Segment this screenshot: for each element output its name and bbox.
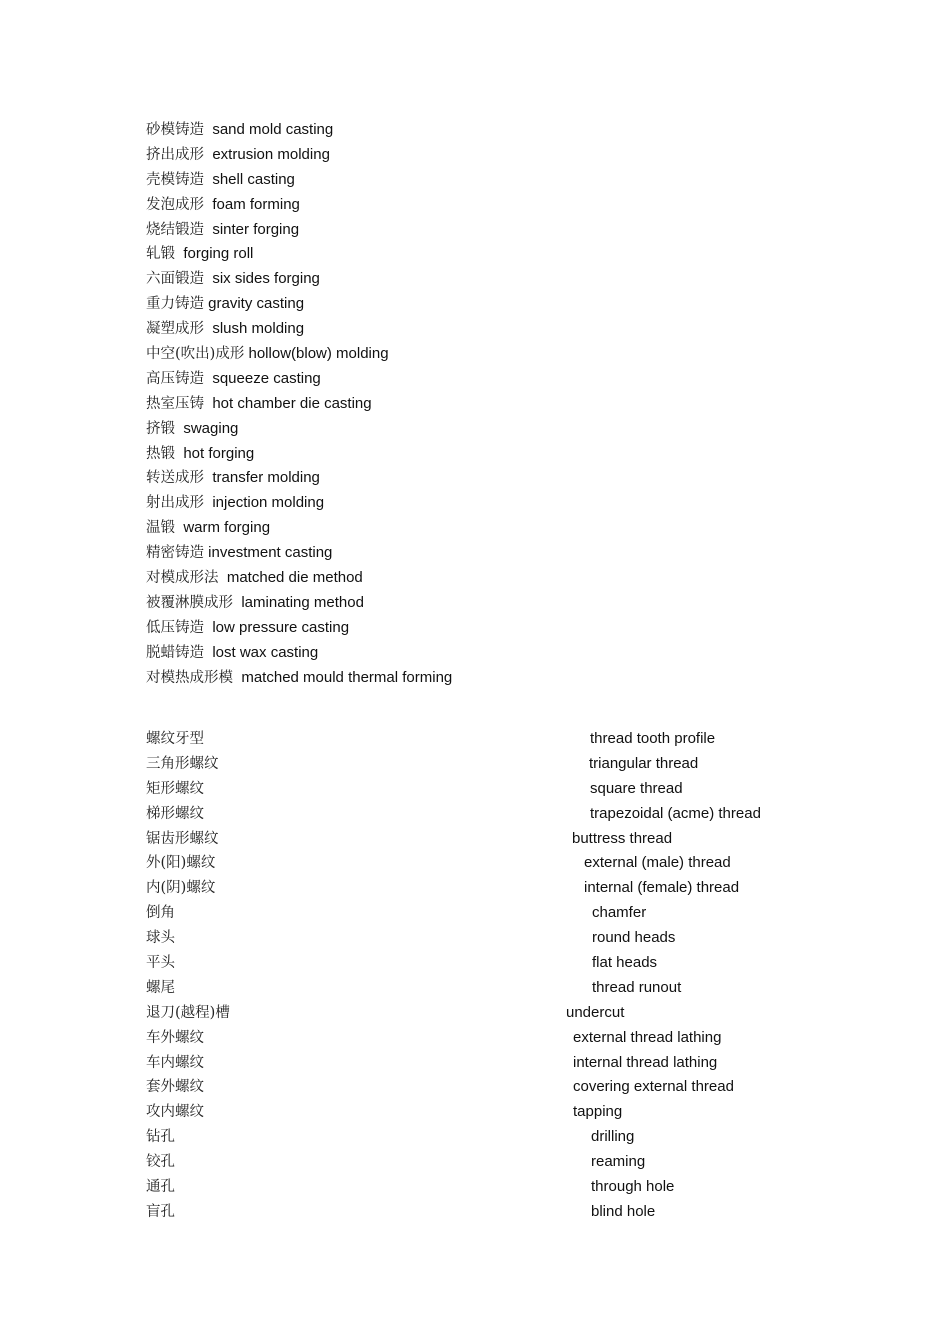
term-english: matched mould thermal forming bbox=[241, 668, 453, 686]
term-english: drilling bbox=[591, 1128, 635, 1146]
term-english: external thread lathing bbox=[573, 1028, 722, 1046]
term-english: internal thread lathing bbox=[573, 1053, 718, 1071]
term-chinese: 梯形螺纹 bbox=[146, 805, 204, 822]
term-chinese: 外(阳)螺纹 bbox=[146, 855, 216, 872]
term-chinese: 低压铸造 bbox=[146, 619, 204, 636]
term-english: hot chamber die casting bbox=[212, 394, 372, 412]
term-chinese: 锯齿形螺纹 bbox=[146, 830, 219, 847]
list-item bbox=[146, 1150, 846, 1175]
list-item bbox=[146, 616, 452, 641]
list-item bbox=[146, 1051, 846, 1076]
list-item bbox=[146, 1001, 846, 1026]
term-chinese: 螺纹牙型 bbox=[146, 731, 204, 747]
list-item bbox=[146, 951, 846, 976]
term-chinese: 车外螺纹 bbox=[146, 1029, 204, 1046]
term-english: flat heads bbox=[592, 954, 658, 972]
list-item bbox=[146, 591, 452, 616]
term-chinese: 车内螺纹 bbox=[146, 1054, 204, 1071]
term-chinese: 壳模铸造 bbox=[146, 171, 204, 188]
list-item bbox=[146, 1125, 846, 1150]
term-english: square thread bbox=[590, 779, 683, 797]
list-item bbox=[146, 752, 846, 777]
term-english: matched die method bbox=[226, 569, 363, 587]
list-item bbox=[146, 827, 846, 852]
term-english: covering external thread bbox=[573, 1078, 734, 1096]
term-chinese: 射出成形 bbox=[146, 495, 204, 512]
list-item bbox=[146, 193, 452, 218]
term-english: gravity casting bbox=[208, 295, 305, 313]
term-english: hot forging bbox=[183, 444, 255, 462]
list-item bbox=[146, 118, 452, 143]
term-chinese: 套外螺纹 bbox=[146, 1079, 204, 1096]
term-english: investment casting bbox=[208, 544, 333, 562]
list-item bbox=[146, 566, 452, 591]
term-chinese: 砂模铸造 bbox=[146, 122, 204, 138]
term-english: slush molding bbox=[212, 320, 305, 338]
list-item bbox=[146, 417, 452, 442]
list-item bbox=[146, 466, 452, 491]
list-item bbox=[146, 1075, 846, 1100]
term-chinese: 高压铸造 bbox=[146, 370, 204, 387]
term-chinese: 热锻 bbox=[146, 445, 175, 462]
list-item bbox=[146, 1175, 846, 1200]
thread-terms-list bbox=[146, 727, 846, 1225]
term-english: buttress thread bbox=[572, 829, 673, 847]
term-english: blind hole bbox=[591, 1202, 656, 1220]
term-english: six sides forging bbox=[212, 270, 320, 288]
casting-forming-terms-list bbox=[146, 118, 452, 690]
term-english: laminating method bbox=[241, 593, 364, 611]
term-chinese: 转送成形 bbox=[146, 470, 204, 487]
term-english: chamfer bbox=[592, 904, 647, 922]
term-chinese: 烧结锻造 bbox=[146, 221, 204, 238]
term-chinese: 凝塑成形 bbox=[146, 321, 204, 338]
term-english: hollow(blow) molding bbox=[248, 345, 389, 363]
list-item bbox=[146, 777, 846, 802]
list-item bbox=[146, 851, 846, 876]
term-english: extrusion molding bbox=[212, 145, 330, 163]
list-item bbox=[146, 1100, 846, 1125]
list-item bbox=[146, 168, 452, 193]
term-english: transfer molding bbox=[212, 469, 320, 487]
term-chinese: 球头 bbox=[146, 930, 175, 947]
term-english: internal (female) thread bbox=[584, 879, 740, 897]
term-chinese: 内(阴)螺纹 bbox=[146, 880, 216, 897]
term-english: squeeze casting bbox=[212, 369, 321, 387]
term-chinese: 温锻 bbox=[146, 520, 175, 537]
term-chinese: 退刀(越程)槽 bbox=[146, 1004, 230, 1021]
list-item bbox=[146, 367, 452, 392]
term-chinese: 攻内螺纹 bbox=[146, 1104, 204, 1121]
term-chinese: 螺尾 bbox=[146, 979, 175, 996]
list-item bbox=[146, 641, 452, 666]
term-chinese: 钻孔 bbox=[146, 1129, 175, 1146]
term-english: thread tooth profile bbox=[590, 730, 716, 747]
list-item bbox=[146, 926, 846, 951]
term-english: forging roll bbox=[183, 245, 254, 263]
list-item bbox=[146, 218, 452, 243]
list-item bbox=[146, 1200, 846, 1225]
list-item bbox=[146, 541, 452, 566]
term-english: foam forming bbox=[212, 195, 300, 213]
list-item bbox=[146, 976, 846, 1001]
list-item bbox=[146, 442, 452, 467]
term-english: swaging bbox=[183, 419, 239, 437]
list-item bbox=[146, 292, 452, 317]
list-item bbox=[146, 317, 452, 342]
term-chinese: 通孔 bbox=[146, 1179, 175, 1196]
term-english: shell casting bbox=[212, 170, 295, 188]
list-item bbox=[146, 242, 452, 267]
list-item bbox=[146, 516, 452, 541]
term-english: trapezoidal (acme) thread bbox=[590, 804, 761, 822]
term-english: injection molding bbox=[212, 494, 325, 512]
term-chinese: 对模热成形模 bbox=[146, 669, 233, 686]
term-chinese: 热室压铸 bbox=[146, 395, 204, 412]
term-english: through hole bbox=[591, 1178, 675, 1196]
term-chinese: 对模成形法 bbox=[146, 570, 219, 587]
term-english: round heads bbox=[592, 929, 676, 947]
list-item bbox=[146, 143, 452, 168]
term-chinese: 被覆淋膜成形 bbox=[146, 594, 233, 611]
list-item bbox=[146, 267, 452, 292]
term-english: lost wax casting bbox=[212, 643, 319, 661]
list-item bbox=[146, 727, 846, 752]
term-english: tapping bbox=[573, 1103, 623, 1121]
term-english: thread runout bbox=[592, 978, 682, 996]
term-chinese: 重力铸造 bbox=[146, 296, 204, 313]
list-item bbox=[146, 802, 846, 827]
term-chinese: 发泡成形 bbox=[146, 196, 204, 213]
term-chinese: 脱蜡铸造 bbox=[146, 644, 204, 661]
term-english: sinter forging bbox=[212, 220, 300, 238]
list-item bbox=[146, 876, 846, 901]
list-item bbox=[146, 342, 452, 367]
list-item bbox=[146, 901, 846, 926]
list-item bbox=[146, 1026, 846, 1051]
term-chinese: 挤出成形 bbox=[146, 146, 204, 163]
term-english: sand mold casting bbox=[212, 121, 334, 138]
term-chinese: 矩形螺纹 bbox=[146, 780, 204, 797]
term-english: triangular thread bbox=[589, 754, 699, 772]
list-item bbox=[146, 666, 452, 691]
term-chinese: 倒角 bbox=[146, 905, 175, 922]
term-chinese: 六面锻造 bbox=[146, 271, 204, 288]
term-chinese: 轧锻 bbox=[146, 246, 175, 263]
term-english: reaming bbox=[591, 1153, 646, 1171]
term-chinese: 精密铸造 bbox=[146, 545, 204, 562]
term-chinese: 中空(吹出)成形 bbox=[146, 346, 245, 363]
term-english: undercut bbox=[566, 1003, 625, 1021]
term-chinese: 挤锻 bbox=[146, 420, 175, 437]
term-chinese: 平头 bbox=[146, 955, 175, 972]
term-chinese: 盲孔 bbox=[146, 1203, 175, 1220]
list-item bbox=[146, 392, 452, 417]
list-item bbox=[146, 491, 452, 516]
term-chinese: 铰孔 bbox=[146, 1154, 175, 1171]
term-english: low pressure casting bbox=[212, 618, 350, 636]
term-chinese: 三角形螺纹 bbox=[146, 755, 219, 772]
term-english: warm forging bbox=[183, 519, 271, 537]
term-english: external (male) thread bbox=[584, 854, 731, 872]
